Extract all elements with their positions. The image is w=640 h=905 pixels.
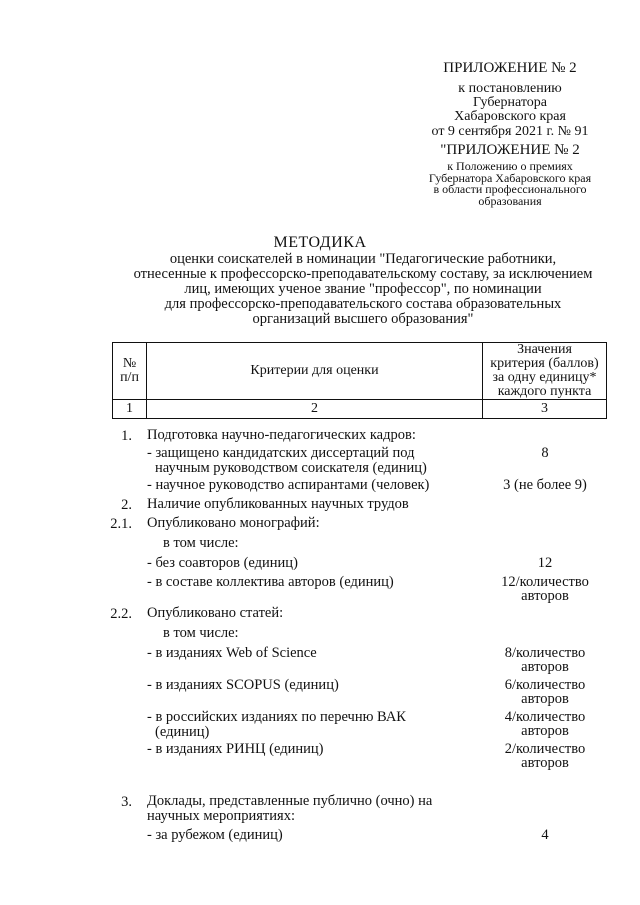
header-number-cell: № п/п (113, 343, 147, 400)
row-text: - в изданиях РИНЦ (единиц) (147, 741, 324, 757)
header-criteria-cell: Критерии для оценки (147, 343, 483, 400)
appendix-title: ПРИЛОЖЕНИЕ № 2 (443, 60, 577, 76)
subtitle-line: лиц, имеющих ученое звание "профессор", по номинации (184, 281, 542, 297)
row-number: 2. (121, 497, 132, 513)
document-subtitle (120, 252, 606, 327)
row-value: 3 (не более 9) (503, 477, 587, 493)
column-number-2: 2 (147, 400, 483, 419)
appendix-resolution-lines (400, 82, 620, 124)
row-value: 8 (541, 445, 549, 461)
row-number: 3. (121, 794, 132, 810)
appendix2-line: в области профессионального (433, 182, 587, 196)
row-value: 4/количество авторов (504, 709, 586, 739)
row-value: 8/количество авторов (504, 645, 586, 675)
column-number-3: 3 (483, 400, 607, 419)
row-value: 4 (541, 827, 549, 843)
row-text: - без соавторов (единиц) (147, 555, 298, 571)
appendix-date: от 9 сентября 2021 г. № 91 (431, 124, 589, 139)
appendix2-line: образования (478, 193, 542, 208)
appendix-line: к постановлению (458, 81, 562, 96)
row-number: 2.1. (110, 516, 132, 532)
row-text: - в изданиях SCOPUS (единиц) (147, 677, 339, 693)
document-title: МЕТОДИКА (273, 234, 367, 251)
row-number: 2.2. (110, 606, 132, 622)
column-number-1: 1 (113, 400, 147, 419)
subtitle-line: оценки соискателей в номинации "Педагогические работники, (169, 251, 557, 267)
appendix-line: Хабаровского края (454, 109, 566, 124)
row-text: в том числе: (163, 625, 239, 641)
subtitle-line: организаций высшего образования" (252, 311, 474, 327)
appendix2-title: "ПРИЛОЖЕНИЕ № 2 (440, 142, 580, 158)
row-text: - защищено кандидатских диссертаций под научным руководством соискателя (единиц) (147, 445, 427, 476)
row-text: в том числе: (163, 535, 239, 551)
row-text: Опубликовано монографий: (147, 515, 320, 531)
row-text: - научное руководство аспирантами (человек) (147, 477, 430, 493)
row-text: Подготовка научно-педагогических кадров: (147, 427, 416, 443)
row-text: - в составе коллектива авторов (единиц) (147, 574, 394, 590)
row-text: Доклады, представленные публично (очно) на научных мероприятиях: (147, 793, 433, 824)
subtitle-line: для профессорско-преподавательского состава образовательных (164, 296, 562, 312)
appendix2-line: к Положению о премиях (447, 159, 573, 173)
appendix2-lines (400, 161, 620, 207)
row-text: - в изданиях Web of Science (147, 645, 317, 661)
row-text: - в российских изданиях по перечню ВАК (единиц) (147, 709, 406, 740)
appendix2-line: Губернатора Хабаровского края (428, 170, 592, 185)
row-text: Опубликовано статей: (147, 605, 284, 621)
row-text: - за рубежом (единиц) (147, 827, 283, 843)
row-value: 12/количество авторов (501, 574, 589, 604)
row-value: 2/количество авторов (504, 741, 586, 771)
row-text: Наличие опубликованных научных трудов (147, 496, 409, 512)
header-value-cell: Значения критерия (баллов) за одну единицу* каждого пункта (483, 343, 607, 400)
appendix-line: Губернатора (472, 95, 548, 110)
row-value: 6/количество авторов (504, 677, 586, 707)
subtitle-line: отнесенные к профессорско-преподавательскому составу, за исключением (133, 266, 593, 282)
row-number: 1. (121, 428, 132, 444)
criteria-table-header (112, 342, 607, 419)
row-value: 12 (537, 555, 553, 571)
